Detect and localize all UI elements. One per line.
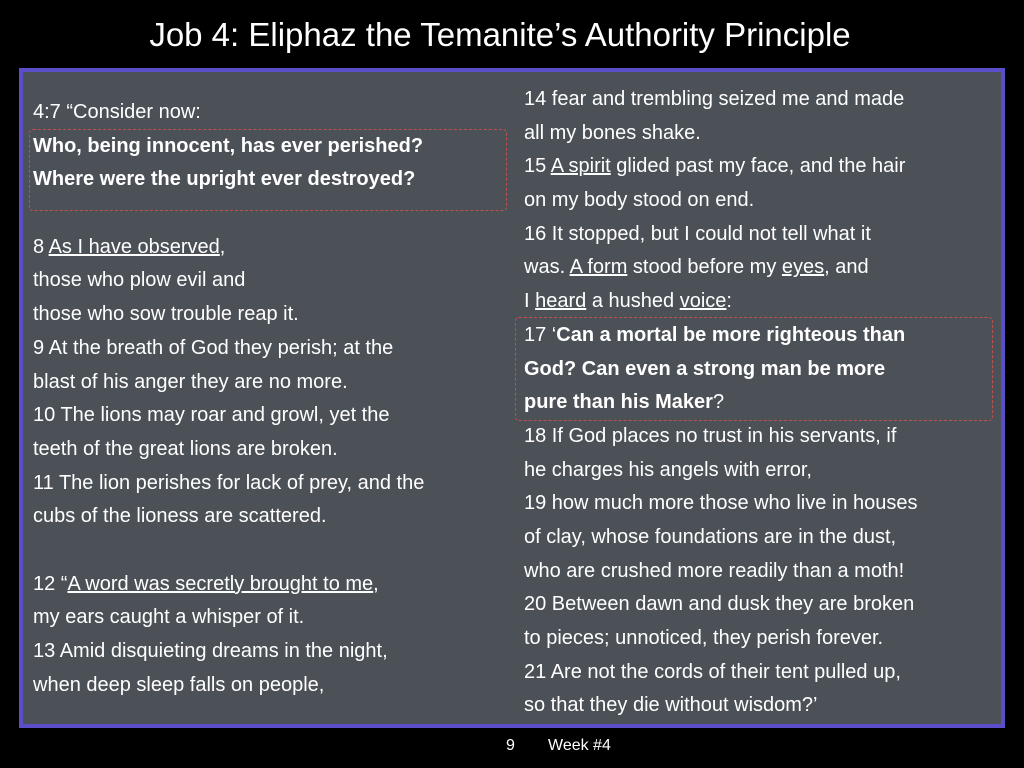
verse-line: 18 If God places no trust in his servants, if	[524, 424, 897, 447]
verse-text: I	[524, 290, 536, 313]
verse-line: he charges his angels with error,	[524, 458, 812, 481]
underlined-phrase: As I have observed	[48, 235, 220, 258]
verse-line: teeth of the great lions are broken.	[33, 437, 338, 460]
highlighted-verse-line	[524, 386, 994, 420]
underlined-phrase: A word was secretly brought to me	[67, 572, 374, 595]
verse-line: when deep sleep falls on people,	[33, 673, 325, 696]
verse-line	[524, 150, 994, 184]
verse-line: of clay, whose foundations are in the dust,	[524, 525, 897, 548]
verse-text: 17 ‘	[524, 323, 557, 346]
verse-text: 12 “	[33, 572, 68, 595]
left-column	[33, 96, 503, 702]
underlined-phrase: A spirit	[550, 155, 611, 178]
verse-line: so that they die without wisdom?’	[524, 694, 818, 717]
verse-line: 16 It stopped, but I could not tell what it	[524, 222, 871, 245]
stanza-gap	[33, 534, 503, 568]
verse-line: 9 At the breath of God they perish; at the	[33, 336, 394, 359]
underlined-phrase: eyes	[781, 256, 825, 279]
verse-line: 20 Between dawn and dusk they are broken	[524, 593, 915, 616]
verse-line: cubs of the lioness are scattered.	[33, 505, 327, 528]
highlighted-verse-line: God? Can even a strong man be more	[524, 357, 886, 380]
verse-line: all my bones shake.	[524, 121, 701, 144]
verse-text: ?	[712, 391, 725, 414]
underlined-phrase: A form	[569, 256, 628, 279]
verse-text: ,	[219, 235, 226, 258]
highlighted-verse-line	[524, 319, 994, 353]
verse-line: blast of his anger they are no more.	[33, 370, 348, 393]
verse-text: 8	[33, 235, 49, 258]
verse-line: who are crushed more readily than a moth!	[524, 559, 905, 582]
verse-line: 4:7 “Consider now:	[33, 101, 201, 123]
verse-line: 13 Amid disquieting dreams in the night,	[33, 640, 388, 662]
verse-line: 21 Are not the cords of their tent pulled up,	[524, 660, 901, 683]
verse-line	[33, 568, 503, 602]
stanza-gap	[33, 197, 503, 231]
verse-line: 11 The lion perishes for lack of prey, and the	[33, 471, 425, 494]
page-number: 9	[506, 737, 515, 754]
scripture-panel	[19, 68, 1005, 728]
verse-text: ,	[373, 572, 379, 595]
verse-text: glided past my face, and the hair	[610, 155, 906, 178]
bold-phrase: Can a mortal be more righteous than	[556, 323, 906, 346]
right-column	[524, 83, 994, 723]
verse-text: 15	[524, 155, 551, 178]
verse-text: a hushed	[586, 290, 680, 313]
verse-text: :	[726, 290, 732, 313]
underlined-phrase: heard	[535, 290, 587, 313]
bold-phrase: pure than his Maker	[524, 391, 713, 414]
verse-text: was.	[524, 256, 570, 279]
verse-line: those who plow evil and	[33, 269, 246, 292]
verse-line: to pieces; unnoticed, they perish forever.	[524, 627, 884, 649]
verse-line: 19 how much more those who live in houses	[524, 492, 918, 515]
verse-line: those who sow trouble reap it.	[33, 303, 299, 326]
verse-line	[33, 231, 503, 265]
slide-title: Job 4: Eliphaz the Temanite’s Authority Principle	[149, 16, 851, 53]
verse-line: 10 The lions may roar and growl, yet the	[33, 404, 390, 427]
highlighted-verse-line: Where were the upright ever destroyed?	[33, 168, 416, 191]
highlighted-verse-line: Who, being innocent, has ever perished?	[33, 134, 424, 157]
week-label: Week #4	[548, 737, 611, 754]
underlined-phrase: voice	[679, 290, 727, 313]
verse-line	[524, 251, 994, 285]
verse-line: on my body stood on end.	[524, 189, 755, 212]
verse-line	[524, 285, 994, 319]
verse-line: my ears caught a whisper of it.	[33, 606, 305, 629]
verse-text: stood before my	[627, 256, 782, 279]
verse-line: 14 fear and trembling seized me and made	[524, 88, 905, 110]
verse-text: , and	[824, 256, 869, 279]
